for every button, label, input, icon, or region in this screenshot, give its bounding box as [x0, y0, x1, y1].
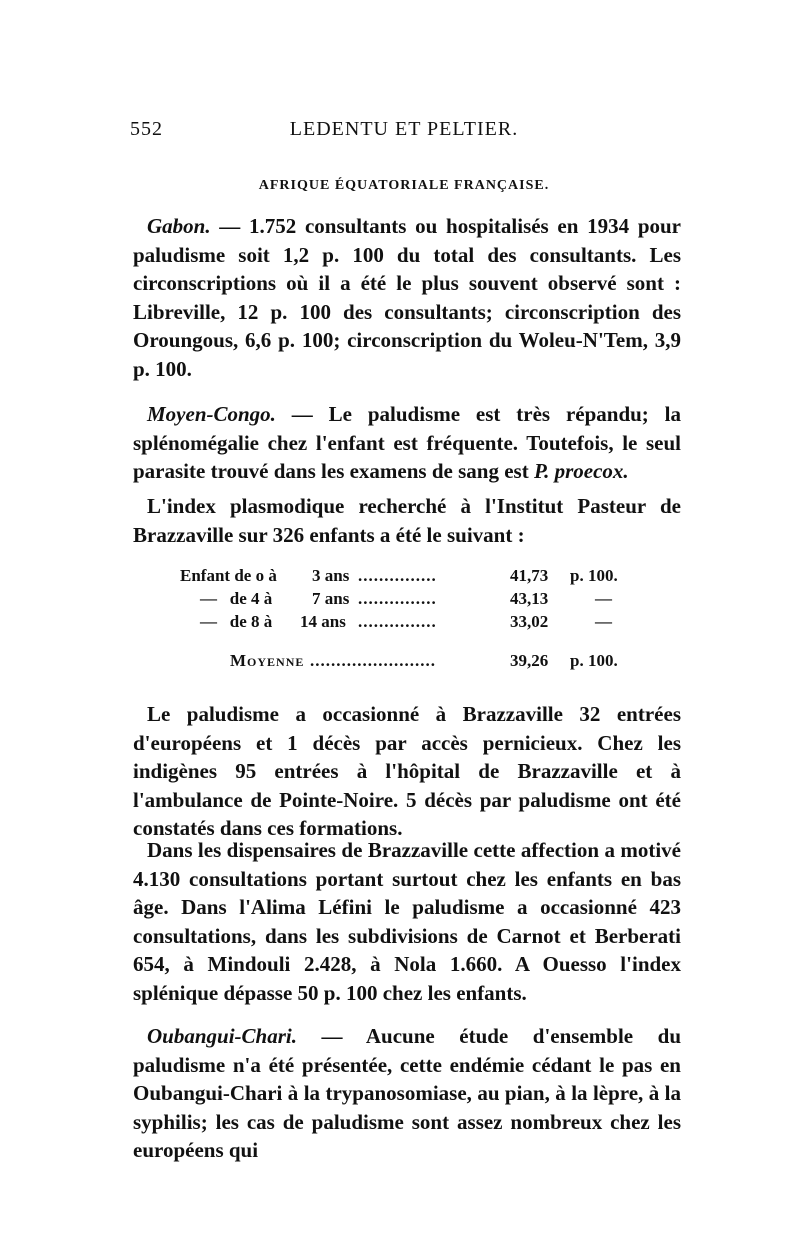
table-row: [180, 589, 650, 612]
section-title: AFRIQUE ÉQUATORIALE FRANÇAISE.: [258, 178, 550, 193]
leader-dots: ...............: [358, 566, 437, 585]
table-row: [180, 612, 650, 635]
paragraph-brazzaville-1: Le paludisme a occasionné à Brazzaville 32 entrées d'européens et 1 décès par accès pernicieux. Chez les indigènes 95 entrées à l'hôpital de Brazzaville et à l'ambulance de Pointe-Noire. 5 décès par paludisme ont été constatés dans ces formations.: [133, 702, 681, 841]
leader-dots: ...............: [358, 612, 437, 631]
plasmodic-index-table: [180, 566, 650, 674]
row-unit: p. 100.: [570, 566, 618, 585]
page-header: [130, 118, 678, 144]
oubangui-lead: Oubangui-Chari.: [147, 1024, 297, 1048]
row-label: — de 4 à: [200, 589, 273, 608]
row-label: Enfant de o à: [180, 566, 277, 585]
row-value: 43,13: [510, 589, 549, 608]
gabon-text: — 1.752 consultants ou hospitalisés en 1934 pour paludisme soit 1,2 p. 100 du total des consultants. Les circonscriptions où il a été le plus souvent observé sont : Libreville, 12 p. 100 des consultants; circonscription des Oroungous, 6,6 p. 100; circonscription du Woleu-N'Tem, 3,9 p. 100.: [133, 214, 681, 381]
row-age-range: 7 ans: [312, 589, 350, 608]
row-age-range: 3 ans: [312, 566, 350, 585]
row-label: — de 8 à: [200, 612, 273, 631]
mean-unit: p. 100.: [570, 651, 618, 670]
paragraph-brazzaville-2: Dans les dispensaires de Brazzaville cette affection a motivé 4.130 consultations portant surtout chez les enfants en bas âge. Dans l'Alima Léfini le paludisme a occasionné 423 consultations, dans les subdivisions de Carnot et Berberati 654, à Mindouli 2.428, à Nola 1.660. A Ouesso l'index splénique dépasse 50 p. 100 chez les enfants.: [133, 838, 681, 1005]
leader-dots: ........................: [310, 651, 436, 670]
gabon-lead: Gabon.: [147, 214, 211, 238]
row-unit: —: [595, 589, 612, 608]
row-age-range: 14 ans: [300, 612, 346, 631]
table-row-mean: [180, 651, 650, 674]
paragraph-moyen-congo: [133, 400, 681, 486]
mean-label: Moyenne: [230, 651, 305, 670]
row-value: 33,02: [510, 612, 549, 631]
paragraph-index-intro: L'index plasmodique recherché à l'Institut Pasteur de Brazzaville sur 326 enfants a été le suivant :: [133, 494, 681, 547]
mean-value: 39,26: [510, 651, 549, 670]
running-head: LEDENTU ET PELTIER.: [289, 118, 519, 140]
moyen-congo-text: — Le paludisme est très répandu; la splénomégalie chez l'enfant est fréquente. Toutefois, le seul parasite trouvé dans les examens de sang est: [133, 402, 681, 484]
row-value: 41,73: [510, 566, 549, 585]
paragraph-oubangui: [133, 1022, 681, 1165]
moyen-congo-lead: Moyen-Congo.: [147, 402, 276, 426]
paragraph-gabon: [133, 212, 681, 384]
oubangui-text: — Aucune étude d'ensemble du paludisme n'a été présentée, cette endémie cédant le pas en Oubangui-Chari à la trypanosomiase, au pian, à la lèpre, à la syphilis; les cas de paludisme sont assez nombreux chez les européens qui: [133, 1024, 681, 1163]
page-number: 552: [130, 118, 163, 140]
leader-dots: ...............: [358, 589, 437, 608]
row-unit: —: [595, 612, 612, 631]
parasite-name: P. proecox.: [533, 459, 629, 484]
table-row: [180, 566, 650, 589]
